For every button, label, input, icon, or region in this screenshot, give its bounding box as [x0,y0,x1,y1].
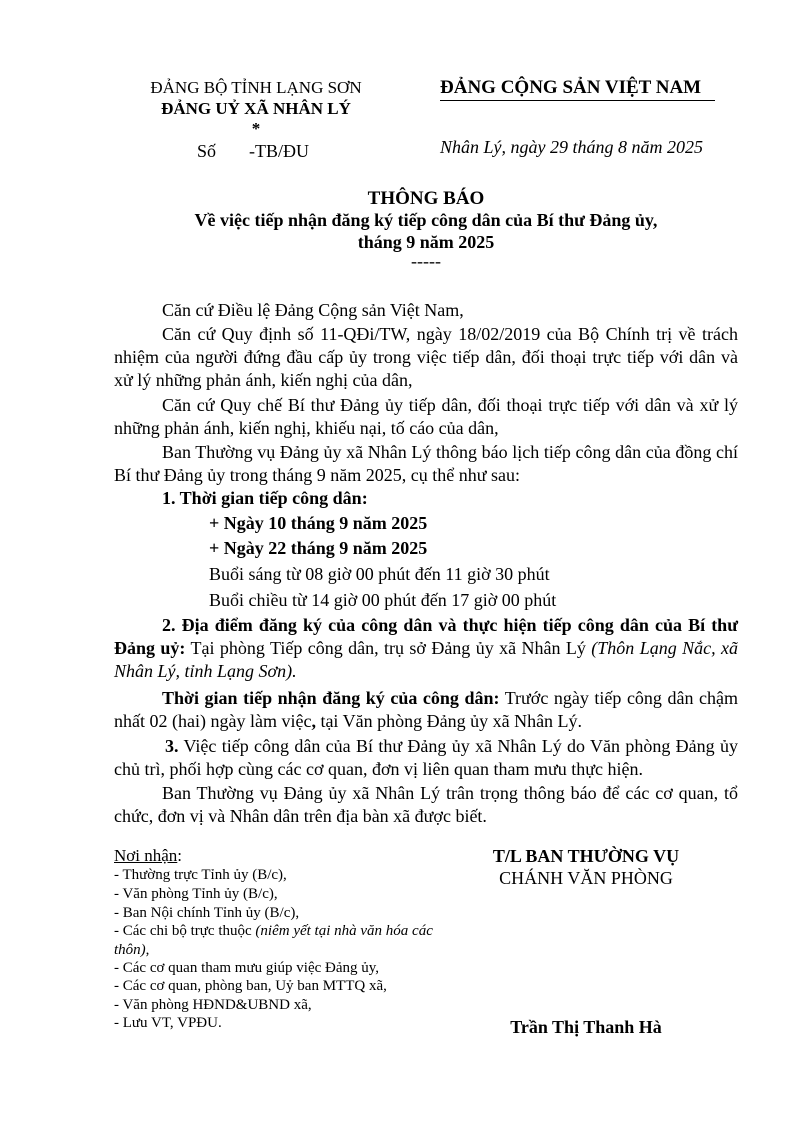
signer-name: Trần Thị Thanh Hà [510,1017,662,1037]
section-2-paragraph [114,614,738,683]
registration-comma: , [311,711,316,731]
party-name-underline [440,100,715,101]
registration-heading: Thời gian tiếp nhận đăng ký của công dân: [162,688,500,708]
recipient-item: - Các cơ quan, phòng ban, Uỷ ban MTTQ xã, [114,978,387,994]
section-2-location: Tại phòng Tiếp công dân, trụ sở Đảng ủy xã Nhân Lý [185,638,592,658]
afternoon-hours: Buổi chiều từ 14 giờ 00 phút đến 17 giờ 00 phút [209,590,557,610]
section-1-heading: 1. Thời gian tiếp công dân: [162,488,368,508]
section-2-address: (Thôn Lạng Nắc, xã Nhân Lý, tỉnh Lạng Sơn). [114,638,739,681]
recipients-label-colon: : [177,846,183,865]
reception-date-1: + Ngày 10 tháng 9 năm 2025 [209,513,428,533]
signature-title: CHÁNH VĂN PHÒNG [499,868,673,888]
recipient-item: - Văn phòng Tỉnh ủy (B/c), [114,886,278,902]
title-separator: ----- [411,251,441,271]
document-number-suffix: -TB/ĐU [249,141,309,161]
paragraph-basis-charter: Căn cứ Điều lệ Đảng Cộng sản Việt Nam, [162,300,464,320]
document-number-label: Số [197,141,217,161]
closing-paragraph: Ban Thường vụ Đảng ủy xã Nhân Lý trân trọng thông báo để các cơ quan, tổ chức, đơn vị và Nhân dân trên địa bàn xã được biết. [114,783,738,826]
paragraph-basis-rules: Căn cứ Quy chế Bí thư Đảng ủy tiếp dân, đối thoại trực tiếp với dân và xử lý những phản ánh, kiến nghị, khiếu nại, tố cáo của dân, [114,395,738,438]
section-3-text: Việc tiếp công dân của Bí thư Đảng ủy xã Nhân Lý do Văn phòng Đảng ủy chủ trì, phối hợp cùng các cơ quan, đơn vị liên quan tham mưu thực hiện. [114,736,738,779]
section-3-number: 3. [165,736,179,756]
recipient-item: - Ban Nội chính Tỉnh ủy (B/c), [114,905,300,921]
header-star: * [251,119,261,138]
recipient-branches-note: (niêm yết tại nhà văn hóa các thôn) [114,923,433,958]
recipients-label [114,846,182,866]
reception-date-2: + Ngày 22 tháng 9 năm 2025 [209,538,428,558]
party-committee-commune: ĐẢNG UỶ XÃ NHÂN LÝ [161,99,351,118]
recipient-item: - Các cơ quan tham mưu giúp việc Đảng ủy, [114,960,380,976]
recipient-branches-text: - Các chi bộ trực thuộc [114,923,256,939]
recipients-label-text: Nơi nhận [114,846,178,865]
morning-hours: Buổi sáng từ 08 giờ 00 phút đến 11 giờ 30 phút [209,564,550,584]
place-date: Nhân Lý, ngày 29 tháng 8 năm 2025 [440,137,703,157]
section-3-paragraph [114,735,738,781]
recipient-item: - Thường trực Tỉnh ủy (B/c), [114,867,287,883]
registration-place: tại Văn phòng Đảng ủy xã Nhân Lý. [315,711,583,731]
paragraph-announcement: Ban Thường vụ Đảng ủy xã Nhân Lý thông báo lịch tiếp công dân của đồng chí Bí thư Đảng ủy trong tháng 9 năm 2025, cụ thể như sau: [114,442,738,485]
recipient-item: - Văn phòng HĐND&UBND xã, [114,997,312,1013]
document-title: THÔNG BÁO [367,188,485,209]
registration-paragraph [114,687,738,733]
recipient-item: - Lưu VT, VPĐU. [114,1015,222,1031]
party-committee-province: ĐẢNG BỘ TỈNH LẠNG SƠN [150,78,362,97]
document-subtitle-line2: tháng 9 năm 2025 [357,232,495,252]
registration-deadline: Trước ngày tiếp công dân chậm nhất 02 (hai) ngày làm việc [114,688,738,731]
recipient-branches-comma: , [145,941,150,958]
signature-authority: T/L BAN THƯỜNG VỤ [492,846,680,866]
paragraph-basis-regulation: Căn cứ Quy định số 11-QĐi/TW, ngày 18/02/2019 của Bộ Chính trị về trách nhiệm của người đứng đầu cấp ủy trong việc tiếp dân, đối thoại trực tiếp với dân và xử lý những phản ánh, kiến nghị của dân, [114,324,738,390]
section-2-heading: 2. Địa điểm đăng ký của công dân và thực hiện tiếp công dân của Bí thư Đảng uỷ: [114,615,738,658]
party-name: ĐẢNG CỘNG SẢN VIỆT NAM [440,77,702,98]
document-subtitle-line1: Về việc tiếp nhận đăng ký tiếp công dân của Bí thư Đảng ủy, [194,210,658,230]
recipient-item-branches [114,922,444,959]
